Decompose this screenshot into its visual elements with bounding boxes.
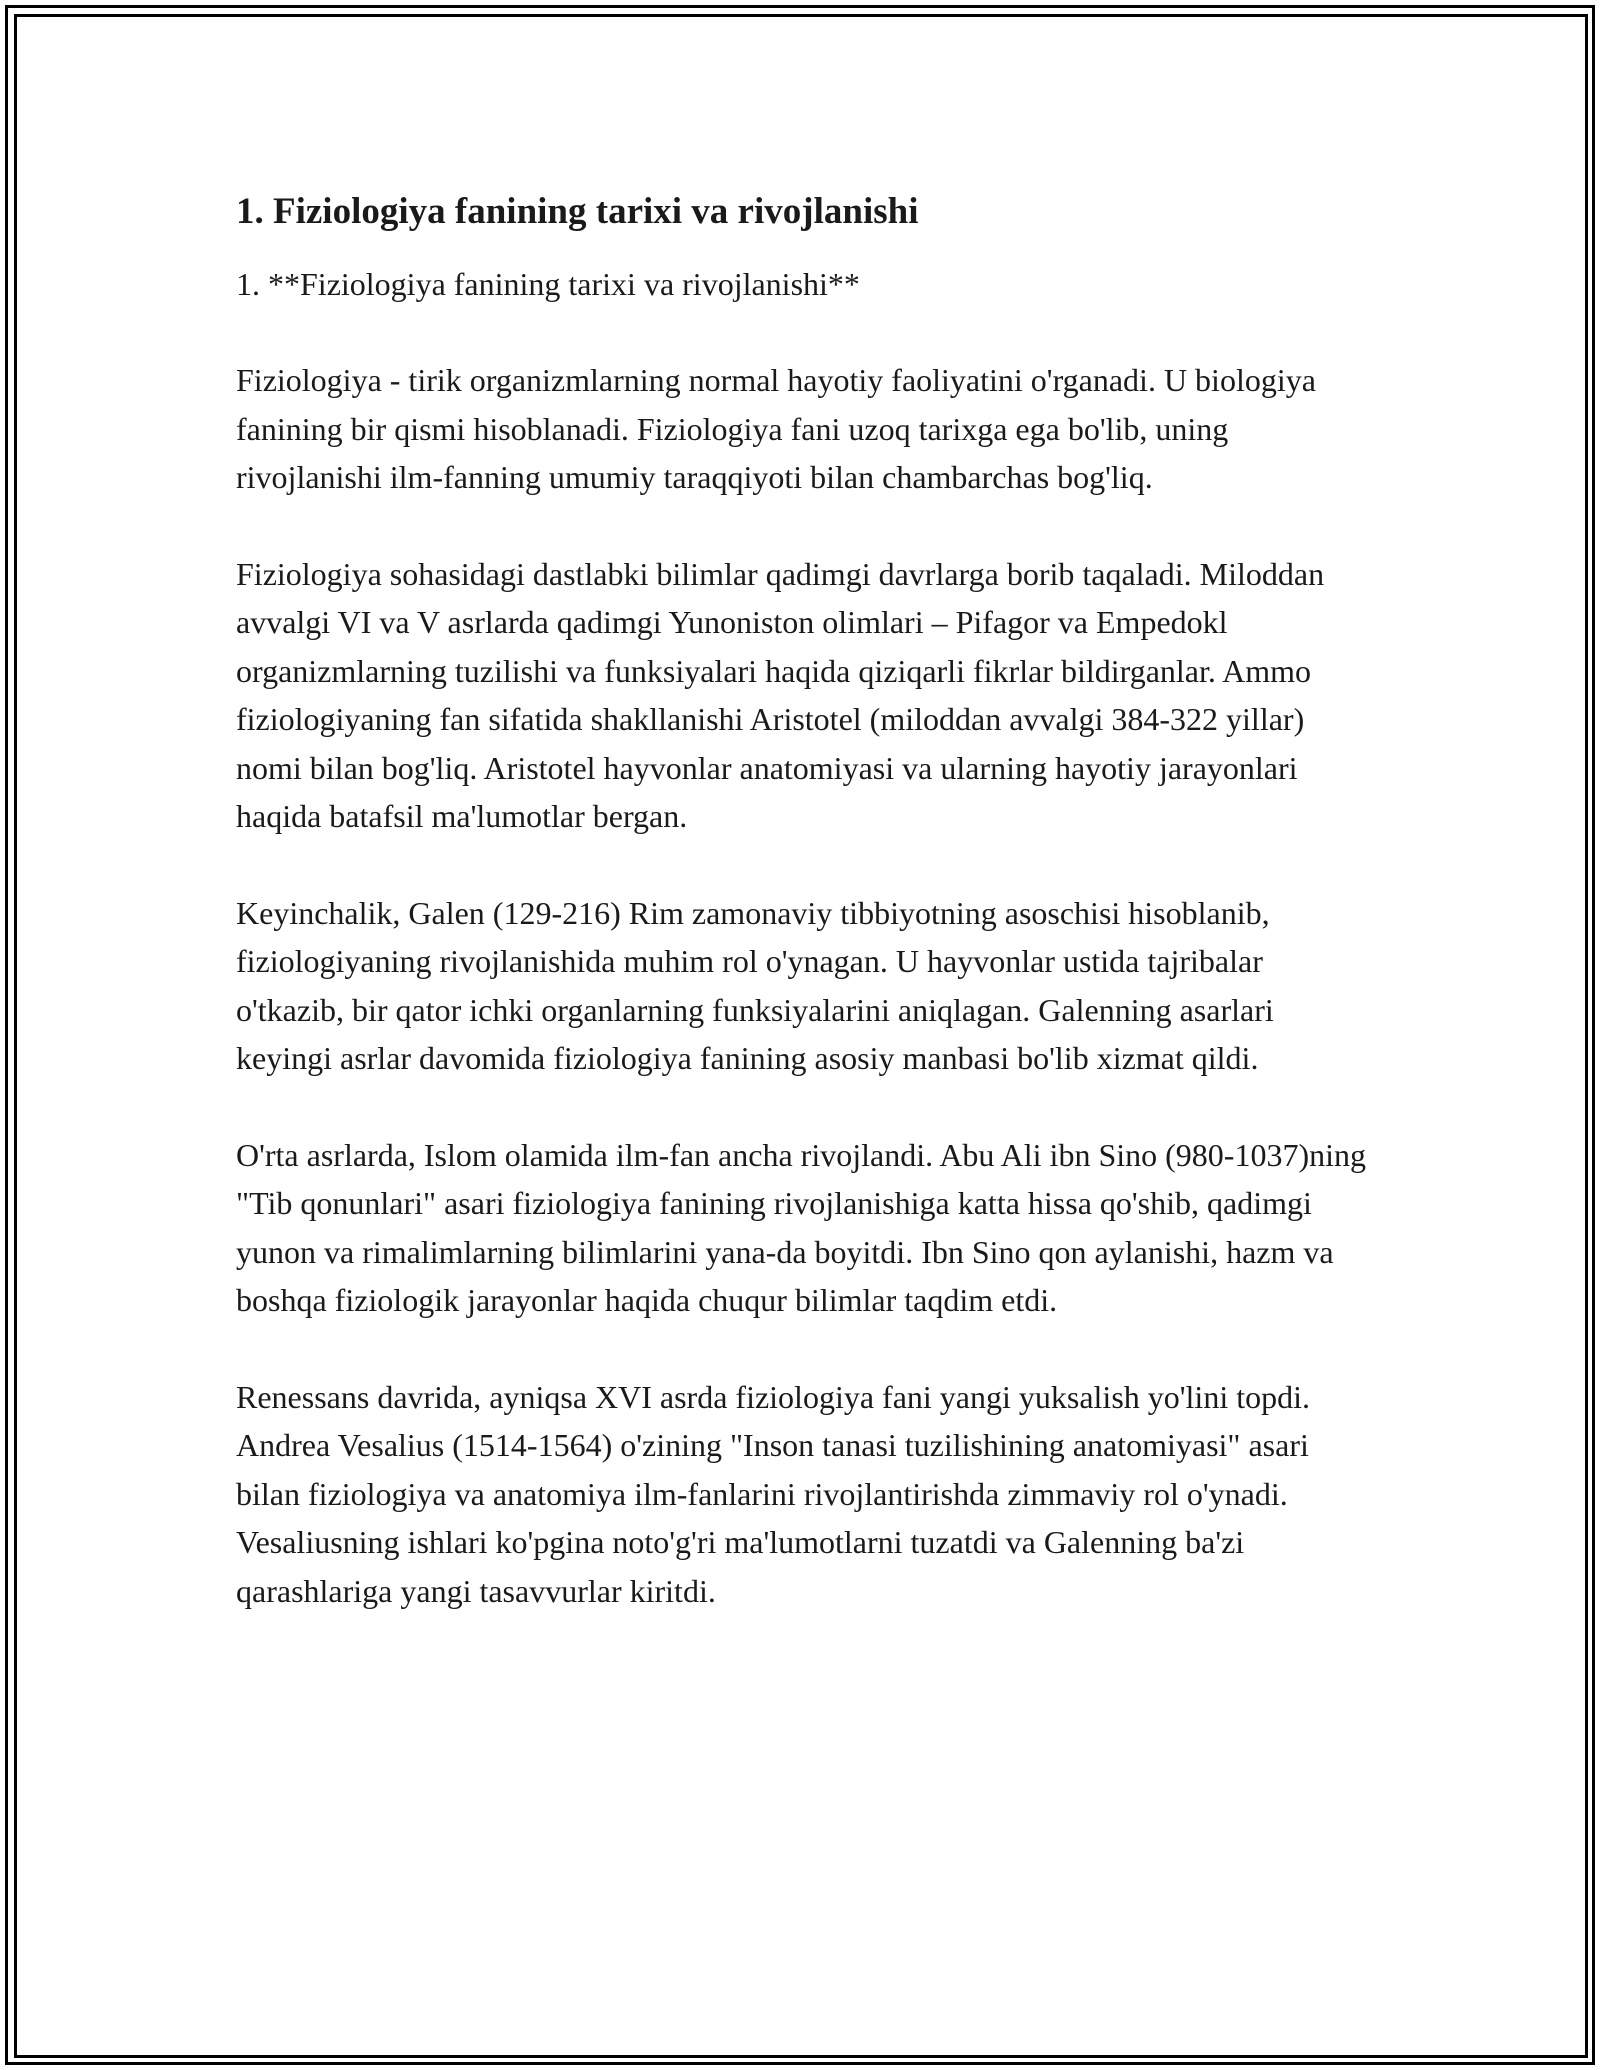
paragraph-ancient: Fiziologiya sohasidagi dastlabki bilimlar qadimgi davrlarga borib taqaladi. Miloddan avvalgi VI va V asrlarda qadimgi Yunoniston olimlari – Pifagor va Empedokl organizmlarning tuzilishi va funksiyalari haqida qiziqarli fikrlar bildirganlar. Ammo fiziologiyaning fan sifatida shakllanishi Aristotel (miloddan avvalgi 384-322 yillar) nomi bilan bog'liq. Aristotel hayvonlar anatomiyasi va ularning hayotiy jarayonlari haqida batafsil ma'lumotlar bergan. (236, 556, 1325, 835)
paragraph-middle-ages: O'rta asrlarda, Islom olamida ilm-fan ancha rivojlandi. Abu Ali ibn Sino (980-1037)ning "Tib qonunlari" asari fiziologiya fanining rivojlanishiga katta hissa qo'shib, qadimgi yunon va rimalimlarning bilimlarini yana-da boyitdi. Ibn Sino qon aylanishi, hazm va boshqa fiziologik jarayonlar haqida chuqur bilimlar taqdim etdi. (236, 1136, 1366, 1319)
subheading-line: 1. **Fiziologiya fanining tarixi va rivojlanishi** (236, 266, 860, 302)
page-title: 1. Fiziologiya fanining tarixi va rivojlanishi (236, 191, 919, 232)
paragraph-intro: Fiziologiya - tirik organizmlarning normal hayotiy faoliyatini o'rganadi. U biologiya fanining bir qismi hisoblanadi. Fiziologiya fani uzoq tarixga ega bo'lib, uning rivojlanishi ilm-fanning umumiy taraqqiyoti bilan chambarchas bog'liq. (236, 362, 1316, 496)
document-body (236, 188, 1376, 1663)
paragraph-renaissance: Renessans davrida, ayniqsa XVI asrda fiziologiya fani yangi yuksalish yo'lini topdi. Andrea Vesalius (1514-1564) o'zining "Inson tanasi tuzilishining anatomiyasi" asari bilan fiziologiya va anatomiya ilm-fanlarini rivojlantirishda zimmaviy rol o'ynadi. Vesaliusning ishlari ko'pgina noto'g'ri ma'lumotlarni tuzatdi va Galenning ba'zi qarashlariga yangi tasavvurlar kiritdi. (236, 1378, 1310, 1609)
paragraph-galen: Keyinchalik, Galen (129-216) Rim zamonaviy tibbiyotning asoschisi hisoblanib, fiziologiyaning rivojlanishida muhim rol o'ynagan. U hayvonlar ustida tajribalar o'tkazib, bir qator ichki organlarning funksiyalarini aniqlagan. Galenning asarlari keyingi asrlar davomida fiziologiya fanining asosiy manbasi bo'lib xizmat qildi. (236, 894, 1274, 1077)
